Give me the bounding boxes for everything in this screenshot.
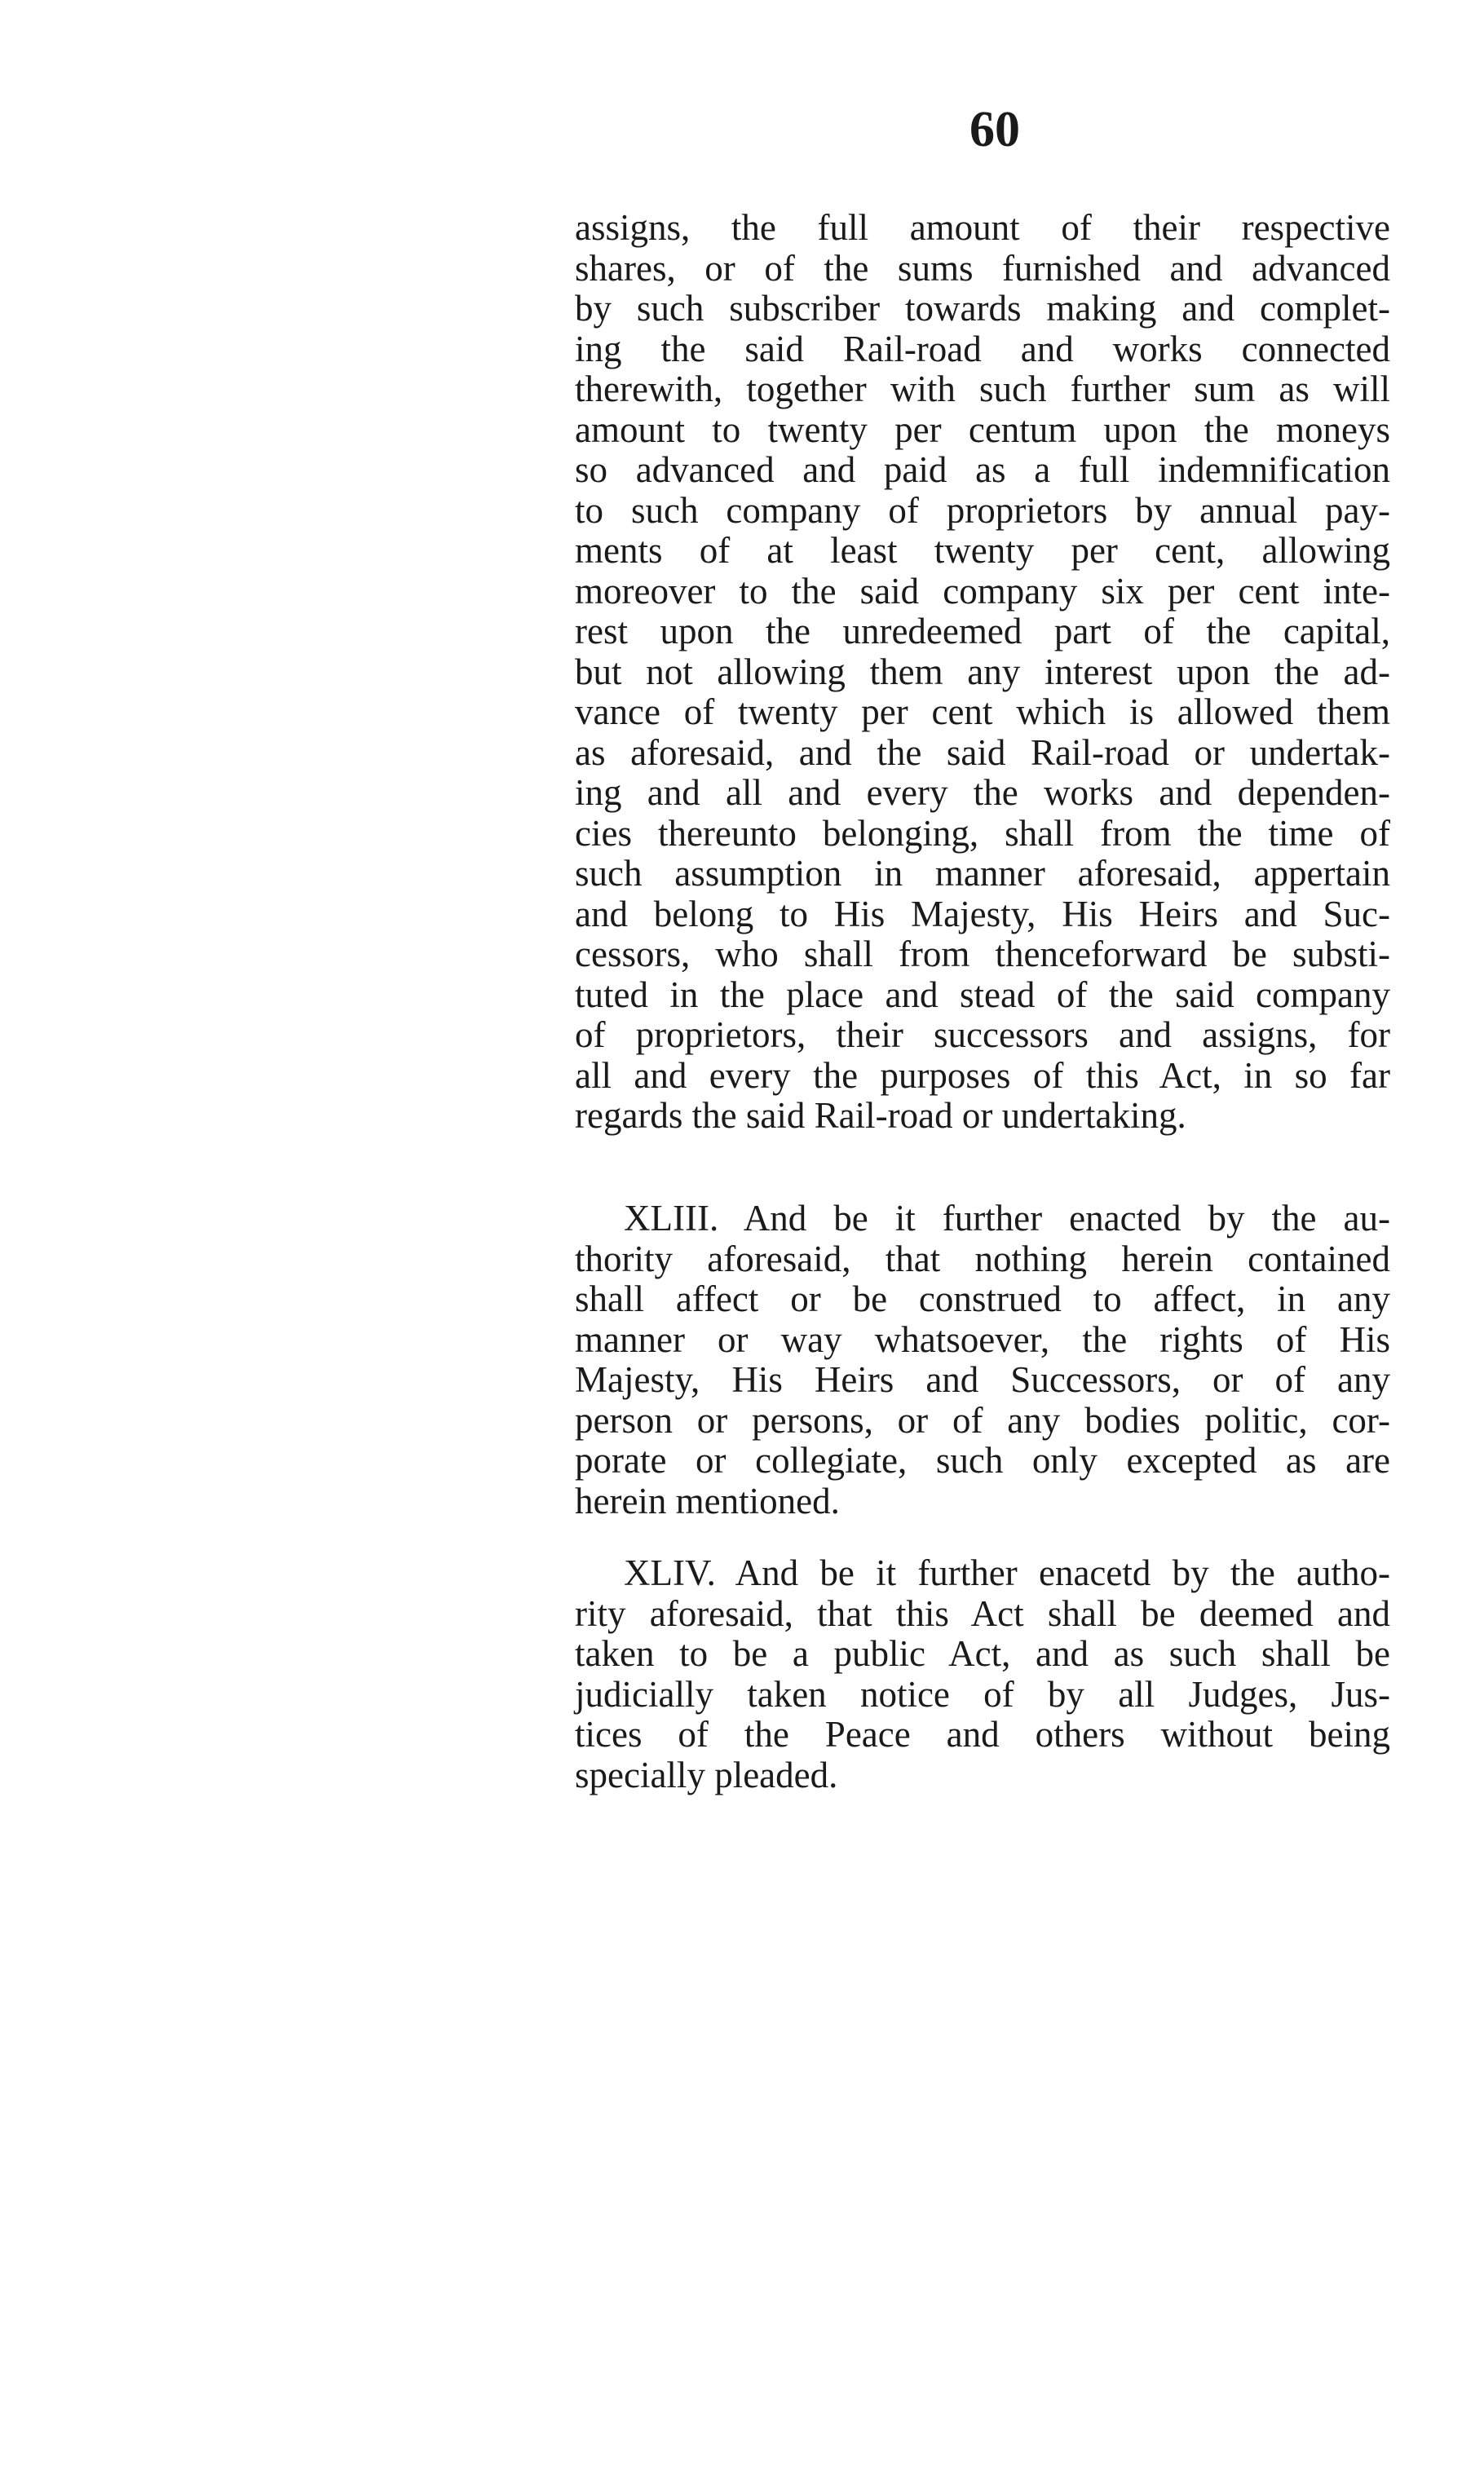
- text-line: as aforesaid, and the said Rail-road or undertak-: [575, 731, 1390, 773]
- text-line: so advanced and paid as a full indemnification: [575, 449, 1390, 490]
- text-line: tuted in the place and stead of the said company: [575, 974, 1390, 1015]
- text-line: therewith, together with such further sum as will: [575, 369, 1390, 409]
- text-line: person or persons, or of any bodies politic, cor-: [575, 1399, 1390, 1441]
- paragraph-continuation: [575, 208, 1390, 1137]
- text-line: porate or collegiate, such only excepted as are: [575, 1440, 1390, 1481]
- text-line: XLIII. And be it further enacted by the au-: [624, 1198, 1390, 1239]
- text-line: vance of twenty per cent which is allowed them: [575, 691, 1390, 732]
- text-line: to such company of proprietors by annual pay-: [575, 489, 1390, 531]
- text-line: rest upon the unredeemed part of the capital,: [575, 611, 1390, 651]
- text-line: moreover to the said company six per cent inte-: [575, 570, 1390, 612]
- text-line: tices of the Peace and others without being: [575, 1714, 1390, 1755]
- text-line: ing and all and every the works and dependen-: [575, 772, 1390, 813]
- text-line: cies thereunto belonging, shall from the time of: [575, 812, 1390, 854]
- text-line: by such subscriber towards making and complet-: [575, 288, 1390, 329]
- text-line: cessors, who shall from thenceforward be substi-: [575, 934, 1390, 974]
- section-xliv: [575, 1553, 1390, 1795]
- text-line: shall affect or be construed to affect, in any: [575, 1278, 1390, 1319]
- text-line: regards the said Rail-road or undertaking.: [575, 1095, 1186, 1136]
- text-line: assigns, the full amount of their respective: [575, 207, 1390, 248]
- text-line: but not allowing them any interest upon the ad-: [575, 651, 1390, 692]
- text-line: thority aforesaid, that nothing herein contained: [575, 1238, 1390, 1279]
- text-line: herein mentioned.: [575, 1480, 840, 1521]
- text-line: amount to twenty per centum upon the moneys: [575, 408, 1390, 450]
- section-xliii: [575, 1199, 1390, 1521]
- text-line: judicially taken notice of by all Judges, Jus-: [575, 1673, 1390, 1715]
- text-line: Majesty, His Heirs and Successors, or of any: [575, 1359, 1390, 1400]
- text-line: shares, or of the sums furnished and advanced: [575, 247, 1390, 289]
- text-line: XLIV. And be it further enacetd by the autho-: [624, 1552, 1390, 1593]
- text-line: of proprietors, their successors and assigns, for: [575, 1014, 1390, 1055]
- text-line: all and every the purposes of this Act, in so far: [575, 1054, 1390, 1096]
- text-line: manner or way whatsoever, the rights of His: [575, 1318, 1390, 1360]
- text-line: taken to be a public Act, and as such shall be: [575, 1633, 1390, 1674]
- text-line: such assumption in manner aforesaid, appertain: [575, 853, 1390, 894]
- text-line: ing the said Rail-road and works connected: [575, 328, 1390, 369]
- text-line: rity aforesaid, that this Act shall be deemed and: [575, 1592, 1390, 1634]
- text-line: ments of at least twenty per cent, allowing: [575, 530, 1390, 571]
- text-line: and belong to His Majesty, His Heirs and Suc-: [575, 893, 1390, 934]
- text-line: specially pleaded.: [575, 1754, 838, 1795]
- page-number: 60: [969, 102, 1020, 157]
